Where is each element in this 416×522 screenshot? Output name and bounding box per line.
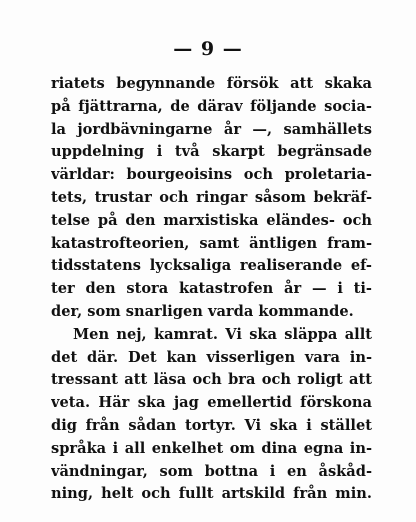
text-line: der, som snarligen varda kommande. [51, 302, 354, 320]
text-line: dig från sådan tortyr. Vi ska i stället [51, 416, 372, 434]
text-line: riatets begynnande försök att skaka [51, 75, 372, 92]
text-line: tidsstatens lycksaliga realiserande ef- [51, 257, 372, 275]
text-line: tets, trustar och ringar såsom bekräf- [51, 188, 372, 206]
paragraph-start-line: Men nej, kamrat. Vi ska släppa allt [73, 325, 372, 343]
text-line: det där. Det kan visserligen vara in- [51, 348, 372, 366]
text-line: världar: bourgeoisins och proletaria- [51, 166, 372, 184]
text-line: telse på den marxistiska eländes- och [51, 211, 372, 229]
text-line: vändningar, som bottna i en åskåd- [51, 462, 372, 480]
body-text [51, 73, 372, 506]
text-line: på fjättrarna, de därav följande socia- [51, 97, 372, 115]
text-line: uppdelning i två skarpt begränsade [51, 143, 372, 161]
text-line: språka i all enkelhet om dina egna in- [51, 439, 372, 457]
text-line: tressant att läsa och bra och roligt att [51, 371, 372, 389]
text-line: veta. Här ska jag emellertid förskona [51, 394, 372, 412]
text-line: katastrofteorien, samt äntligen fram- [51, 234, 372, 252]
text-line: ter den stora katastrofen år — i ti- [51, 280, 372, 298]
page-number: — 9 — [173, 38, 243, 60]
text-line: ning, helt och fullt artskild från min. [51, 485, 372, 503]
text-line: la jordbävningarne år —, samhällets [51, 120, 372, 138]
